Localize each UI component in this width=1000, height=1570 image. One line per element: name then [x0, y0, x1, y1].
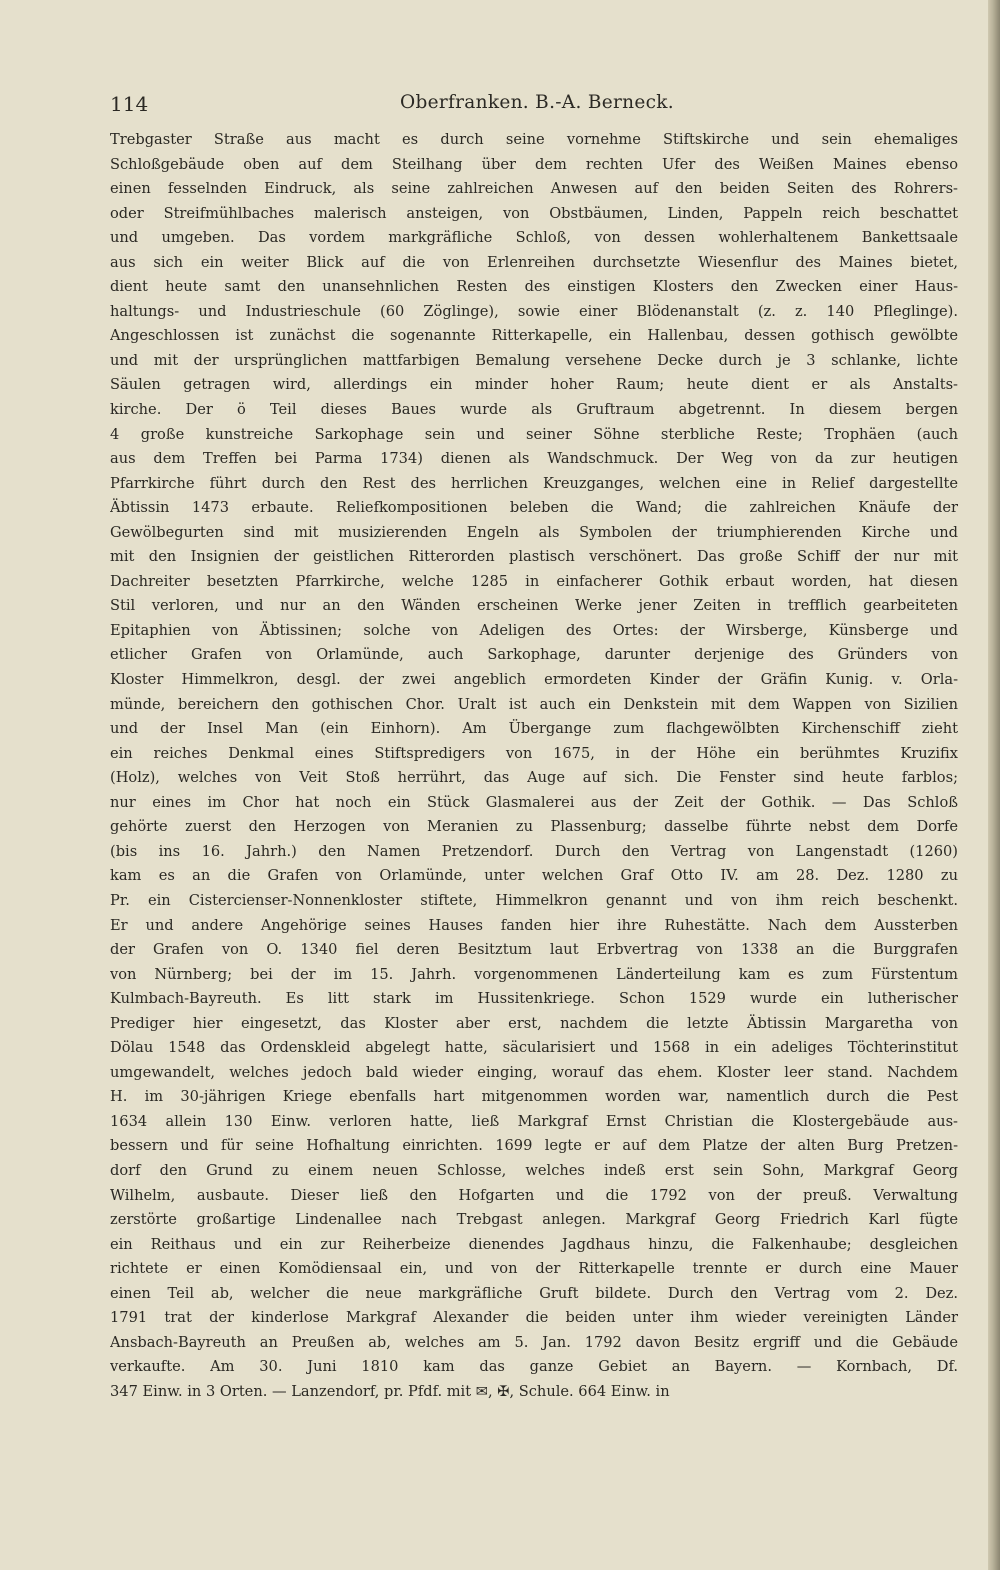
text-line: 1791 trat der kinderlose Markgraf Alexander die beiden unter ihm wieder vereinigten Länder	[110, 1309, 958, 1327]
page-edge	[988, 0, 1000, 1570]
text-line: haltungs- und Industrieschule (60 Zöglinge), sowie einer Blödenanstalt (z. z. 140 Pfleglinge).	[110, 302, 958, 320]
text-line: etlicher Grafen von Orlamünde, auch Sarkophage, darunter derjenige des Gründers von	[110, 646, 958, 664]
text-line: Schloßgebäude oben auf dem Steilhang über dem rechten Ufer des Weißen Maines ebenso	[110, 155, 958, 173]
text-line: Trebgaster Straße aus macht es durch seine vornehme Stiftskirche und sein ehemaliges	[110, 131, 958, 148]
page-number: 114	[110, 92, 149, 116]
body-text	[110, 128, 958, 1404]
text-line: münde, bereichern den gothischen Chor. Uralt ist auch ein Denkstein mit dem Wappen von Sizilien	[110, 695, 958, 713]
text-line: der Grafen von O. 1340 fiel deren Besitztum laut Erbvertrag von 1338 an die Burggrafen	[110, 941, 958, 959]
text-line: H. im 30-jährigen Kriege ebenfalls hart mitgenommen worden war, namentlich durch die Pest	[110, 1088, 958, 1106]
text-line: Dölau 1548 das Ordenskleid abgelegt hatte, säcularisiert und 1568 in ein adeliges Töchterinstitut	[110, 1039, 958, 1057]
text-line: Dachreiter besetzten Pfarrkirche, welche 1285 in einfacherer Gothik erbaut worden, hat diesen	[110, 572, 958, 590]
text-line: Säulen getragen wird, allerdings ein minder hoher Raum; heute dient er als Anstalts-	[110, 376, 958, 394]
text-line: Prediger hier eingesetzt, das Kloster aber erst, nachdem die letzte Äbtissin Margaretha von	[110, 1014, 958, 1032]
text-line: 4 große kunstreiche Sarkophage sein und seiner Söhne sterbliche Reste; Trophäen (auch	[110, 425, 958, 443]
text-line: Kloster Himmelkron, desgl. der zwei angeblich ermordeten Kinder der Gräfin Kunig. v. Orla-	[110, 671, 958, 689]
running-head: Oberfranken. B.-A. Berneck.	[400, 92, 674, 113]
text-line: Angeschlossen ist zunächst die sogenannte Ritterkapelle, ein Hallenbau, dessen gothisch gewölbte	[110, 327, 958, 345]
text-line: und der Insel Man (ein Einhorn). Am Übergange zum flachgewölbten Kirchenschiff zieht	[110, 720, 958, 738]
text-line: Kulmbach-Bayreuth. Es litt stark im Hussitenkriege. Schon 1529 wurde ein lutherischer	[110, 990, 958, 1008]
text-line: gehörte zuerst den Herzogen von Meranien zu Plassenburg; dasselbe führte nebst dem Dorfe	[110, 818, 958, 836]
text-line: ein Reithaus und ein zur Reiherbeize dienendes Jagdhaus hinzu, die Falkenhaube; desgleichen	[110, 1235, 958, 1253]
text-line: oder Streifmühlbaches malerisch ansteigen, von Obstbäumen, Linden, Pappeln reich beschattet	[110, 204, 958, 222]
text-line: Ansbach-Bayreuth an Preußen ab, welches am 5. Jan. 1792 davon Besitz ergriff und die Gebäude	[110, 1333, 958, 1351]
text-line: (Holz), welches von Veit Stoß herrührt, das Auge auf sich. Die Fenster sind heute farblos;	[110, 769, 958, 787]
text-line: und umgeben. Das vordem markgräfliche Schloß, von dessen wohlerhaltenem Bankettsaale	[110, 229, 958, 247]
text-line: von Nürnberg; bei der im 15. Jahrh. vorgenommenen Länderteilung kam es zum Fürstentum	[110, 965, 958, 983]
text-line: dient heute samt den unansehnlichen Resten des einstigen Klosters den Zwecken einer Haus-	[110, 278, 958, 296]
text-line: 1634 allein 130 Einw. verloren hatte, ließ Markgraf Ernst Christian die Klostergebäude aus-	[110, 1112, 958, 1130]
text-line: umgewandelt, welches jedoch bald wieder einging, worauf das ehem. Kloster leer stand. Nachdem	[110, 1063, 958, 1081]
text-line: dorf den Grund zu einem neuen Schlosse, welches indeß erst sein Sohn, Markgraf Georg	[110, 1161, 958, 1179]
text-line: 347 Einw. in 3 Orten. — Lanzendorf, pr. Pfdf. mit ✉, ✠, Schule. 664 Einw. in	[110, 1382, 670, 1400]
text-line: richtete er einen Komödiensaal ein, und von der Ritterkapelle trennte er durch eine Mauer	[110, 1260, 958, 1278]
text-line: Gewölbegurten sind mit musizierenden Engeln als Symbolen der triumphierenden Kirche und	[110, 523, 958, 541]
text-line: aus sich ein weiter Blick auf die von Erlenreihen durchsetzte Wiesenflur des Maines bietet,	[110, 253, 958, 271]
text-line: ein reiches Denkmal eines Stiftspredigers von 1675, in der Höhe ein berühmtes Kruzifix	[110, 744, 958, 762]
text-line: nur eines im Chor hat noch ein Stück Glasmalerei aus der Zeit der Gothik. — Das Schloß	[110, 793, 958, 811]
text-line: Er und andere Angehörige seines Hauses fanden hier ihre Ruhestätte. Nach dem Aussterben	[110, 916, 958, 934]
text-line: (bis ins 16. Jahrh.) den Namen Pretzendorf. Durch den Vertrag von Langenstadt (1260)	[110, 842, 958, 860]
text-line: einen Teil ab, welcher die neue markgräfliche Gruft bildete. Durch den Vertrag vom 2. Dez.	[110, 1284, 958, 1302]
text-line: und mit der ursprünglichen mattfarbigen Bemalung versehene Decke durch je 3 schlanke, lichte	[110, 351, 958, 369]
text-line: Pfarrkirche führt durch den Rest des herrlichen Kreuzganges, welchen eine in Relief dargestellte	[110, 474, 958, 492]
page-header	[110, 92, 938, 122]
text-line: Äbtissin 1473 erbaute. Reliefkompositionen beleben die Wand; die zahlreichen Knäufe der	[110, 499, 958, 517]
text-line: verkaufte. Am 30. Juni 1810 kam das ganze Gebiet an Bayern. — Kornbach, Df.	[110, 1358, 958, 1376]
text-line: mit den Insignien der geistlichen Ritterorden plastisch verschönert. Das große Schiff der nur mit	[110, 548, 958, 566]
text-line: aus dem Treffen bei Parma 1734) dienen als Wandschmuck. Der Weg von da zur heutigen	[110, 450, 958, 468]
text-line: zerstörte großartige Lindenallee nach Trebgast anlegen. Markgraf Georg Friedrich Karl fügte	[110, 1211, 958, 1229]
text-line: Epitaphien von Äbtissinen; solche von Adeligen des Ortes: der Wirsberge, Künsberge und	[110, 621, 958, 639]
text-line: einen fesselnden Eindruck, als seine zahlreichen Anwesen auf den beiden Seiten des Rohrers-	[110, 180, 958, 198]
text-line: Wilhelm, ausbaute. Dieser ließ den Hofgarten und die 1792 von der preuß. Verwaltung	[110, 1186, 958, 1204]
text-line: Stil verloren, und nur an den Wänden erscheinen Werke jener Zeiten in trefflich gearbeiteten	[110, 597, 958, 615]
text-line: kirche. Der ö Teil dieses Baues wurde als Gruftraum abgetrennt. In diesem bergen	[110, 401, 958, 419]
text-line: Pr. ein Cistercienser-Nonnenkloster stiftete, Himmelkron genannt und von ihm reich beschenkt.	[110, 891, 958, 909]
text-line: kam es an die Grafen von Orlamünde, unter welchen Graf Otto IV. am 28. Dez. 1280 zu	[110, 867, 958, 885]
text-line: bessern und für seine Hofhaltung einrichten. 1699 legte er auf dem Platze der alten Burg Pretzen-	[110, 1137, 958, 1155]
